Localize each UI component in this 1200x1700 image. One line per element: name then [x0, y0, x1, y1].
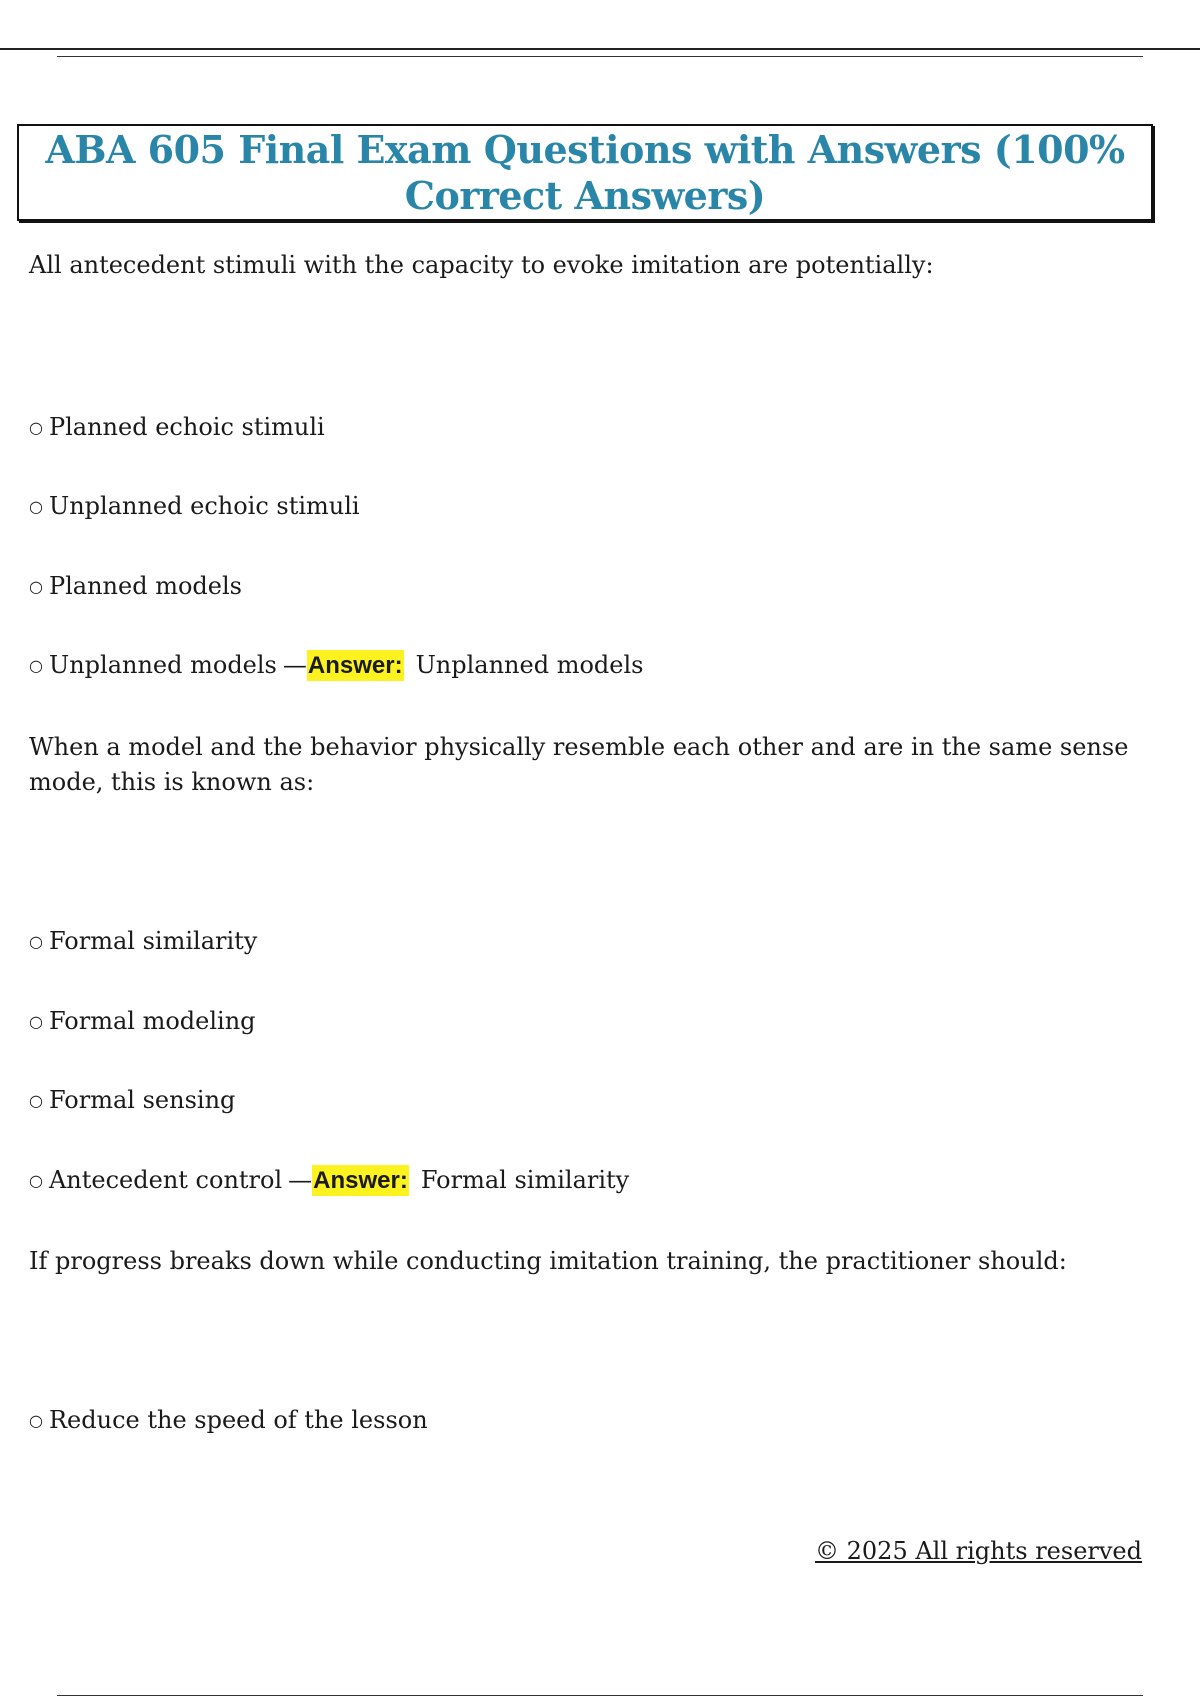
question-3-text: If progress breaks down while conducting imitation training, the practitioner should:	[29, 1247, 1067, 1275]
answer-text: Formal similarity	[420, 1166, 630, 1194]
answer-separator: —	[288, 1166, 313, 1194]
option-text: Formal modeling	[48, 1007, 256, 1035]
question-3-option-1	[29, 1403, 428, 1440]
option-text: Unplanned models	[48, 651, 277, 679]
document-title: ABA 605 Final Exam Questions with Answers (100% Correct Answers)	[45, 126, 1125, 218]
circle-bullet-icon: ○	[29, 932, 43, 951]
circle-bullet-icon: ○	[29, 1091, 43, 1110]
circle-bullet-icon: ○	[29, 1012, 43, 1031]
question-2-option-4	[29, 1163, 629, 1200]
question-2-option-1	[29, 924, 257, 961]
header-rule-thick	[0, 48, 1200, 50]
option-text: Reduce the speed of the lesson	[48, 1406, 428, 1434]
question-2-option-2	[29, 1004, 256, 1041]
circle-bullet-icon: ○	[29, 1411, 43, 1430]
question-1-text: All antecedent stimuli with the capacity to evoke imitation are potentially:	[29, 251, 934, 279]
option-text: Planned echoic stimuli	[48, 413, 325, 441]
question-1-option-4	[29, 648, 643, 685]
circle-bullet-icon: ○	[29, 577, 43, 596]
circle-bullet-icon: ○	[29, 497, 43, 516]
circle-bullet-icon: ○	[29, 656, 43, 675]
question-1-option-3	[29, 569, 242, 606]
question-2-option-3	[29, 1083, 235, 1120]
option-text: Formal sensing	[48, 1086, 236, 1114]
answer-text: Unplanned models	[415, 651, 644, 679]
option-text: Planned models	[48, 572, 242, 600]
header-rule-thin	[57, 56, 1143, 57]
title-box	[17, 124, 1153, 221]
footer-rule	[57, 1695, 1143, 1696]
answer-label: Answer:	[307, 652, 403, 679]
question-1-option-1	[29, 410, 325, 447]
question-1-option-2	[29, 489, 360, 526]
answer-label: Answer:	[313, 1167, 408, 1194]
circle-bullet-icon: ○	[29, 418, 43, 437]
copyright-footer: © 2025 All rights reserved	[815, 1537, 1142, 1565]
option-text: Antecedent control	[48, 1166, 283, 1194]
option-text: Formal similarity	[48, 927, 258, 955]
circle-bullet-icon: ○	[29, 1171, 43, 1190]
answer-separator: —	[282, 651, 307, 679]
question-2-text: When a model and the behavior physically resemble each other and are in the same sense mode, this is known as:	[29, 733, 1129, 796]
option-text: Unplanned echoic stimuli	[48, 492, 360, 520]
